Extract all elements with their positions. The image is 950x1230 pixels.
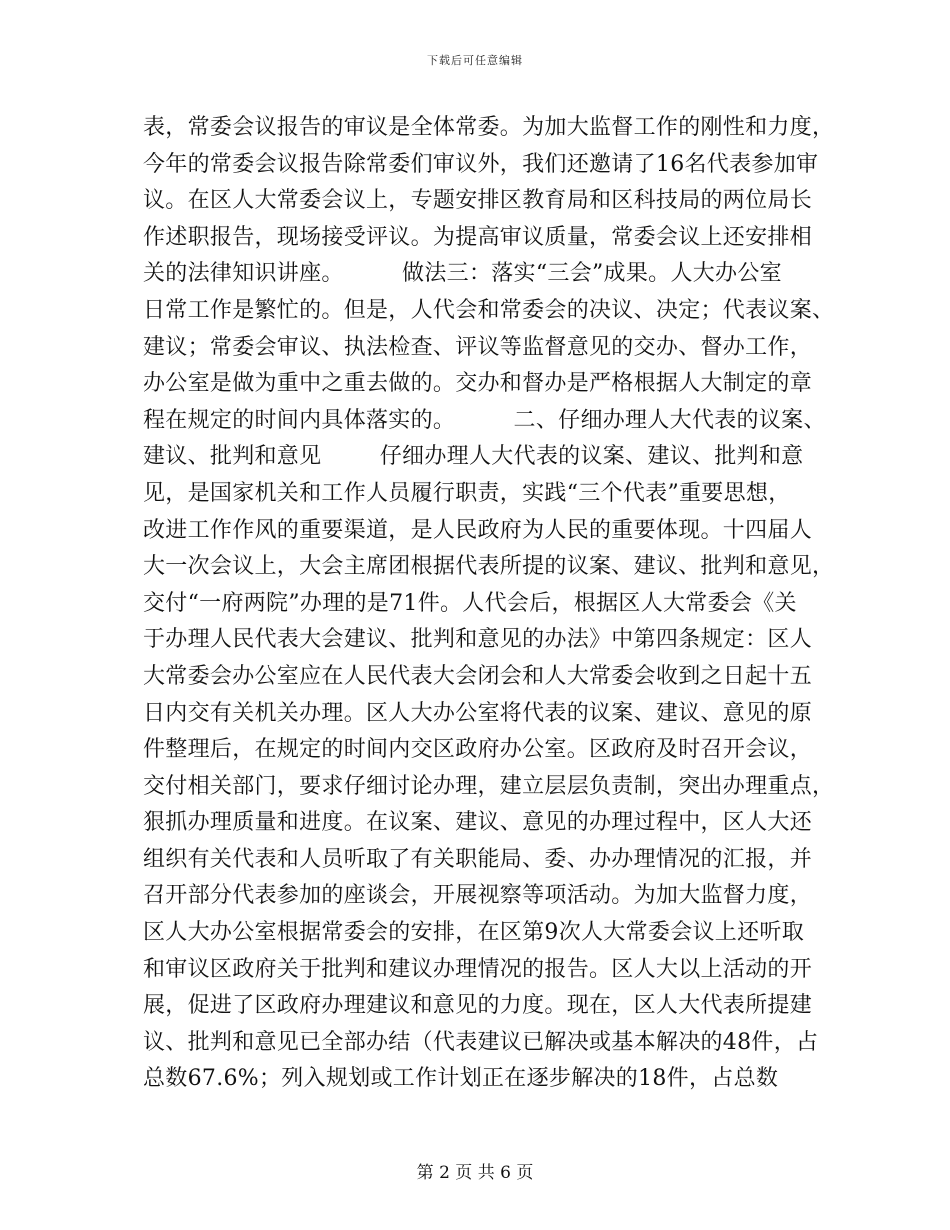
text-line: 日内交有关机关办理。区人大办公室将代表的议案、建议、意见的原 [143, 700, 813, 726]
text-line: 和审议区政府关于批判和建议办理情况的报告。区人大以上活动的开 [143, 956, 813, 982]
text-line: 今年的常委会议报告除常委们审议外，我们还邀请了16名代表参加审 [143, 151, 819, 177]
text-line: 建议；常委会审议、执法检查、评议等监督意见的交办、督办工作， [143, 334, 813, 360]
text-line: 表，常委会议报告的审议是全体常委。为加大监督工作的刚性和力度， [143, 115, 835, 140]
text-line: 作述职报告，现场接受评议。为提高审议质量，常委会议上还安排相 [143, 224, 813, 250]
body-text [143, 110, 835, 1098]
text-line: 总数67.6%；列入规划或工作计划正在逐步解决的18件，占总数 [143, 1066, 779, 1092]
text-line: 狠抓办理质量和进度。在议案、建议、意见的办理过程中，区人大还 [143, 810, 813, 836]
text-line: 日常工作是繁忙的。但是，人代会和常委会的决议、决定；代表议案、 [143, 297, 835, 323]
text-line: 程在规定的时间内具体落实的。 二、仔细办理人大代表的议案、 [143, 407, 826, 433]
text-line: 建议、批判和意见 仔细办理人大代表的议案、建议、批判和意 [143, 444, 804, 470]
text-line: 交付“一府两院”办理的是71件。人代会后，根据区人大常委会《关 [143, 590, 797, 616]
text-line: 于办理人民代表大会建议、批判和意见的办法》中第四条规定：区人 [143, 627, 813, 653]
text-line: 召开部分代表参加的座谈会，开展视察等项活动。为加大监督力度， [143, 883, 813, 909]
text-line: 关的法律知识讲座。 做法三：落实“三会”成果。人大办公室 [143, 261, 782, 287]
text-line: 大一次会议上，大会主席团根据代表所提的议案、建议、批判和意见， [143, 554, 835, 580]
text-line: 交付相关部门，要求仔细讨论办理，建立层层负责制，突出办理重点， [143, 773, 835, 799]
text-line: 大常委会办公室应在人民代表大会闭会和人大常委会收到之日起十五 [143, 663, 813, 689]
text-line: 件整理后，在规定的时间内交区政府办公室。区政府及时召开会议， [143, 737, 813, 763]
text-line: 改进工作作风的重要渠道，是人民政府为人民的重要体现。十四届人 [143, 517, 813, 543]
text-line: 办公室是做为重中之重去做的。交办和督办是严格根据人大制定的章 [143, 371, 813, 397]
page-header-note: 下载后可任意编辑 [427, 54, 523, 67]
text-line: 展，促进了区政府办理建议和意见的力度。现在，区人大代表所提建 [143, 993, 813, 1019]
text-line: 区人大办公室根据常委会的安排，在区第9次人大常委会议上还听取 [143, 920, 804, 946]
page-number [0, 1158, 950, 1183]
text-line: 议。在区人大常委会议上，专题安排区教育局和区科技局的两位局长 [143, 188, 813, 214]
page-number-label: 第 2 页 共 6 页 [416, 1163, 534, 1183]
text-line: 见，是国家机关和工作人员履行职责，实践“三个代表”重要思想， [143, 480, 791, 506]
text-line: 组织有关代表和人员听取了有关职能局、委、办办理情况的汇报，并 [143, 846, 813, 872]
text-line: 议、批判和意见已全部办结（代表建议已解决或基本解决的48件，占 [143, 1029, 819, 1055]
